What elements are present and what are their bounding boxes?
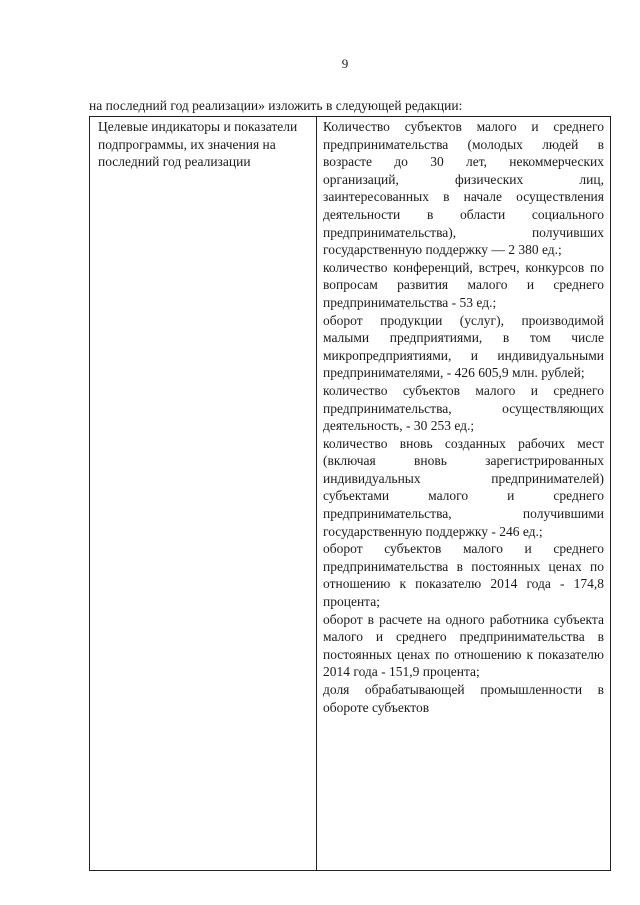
page-number: 9 bbox=[341, 56, 349, 71]
indicator-paragraph: оборот субъектов малого и среднего предпринимательства в постоянных ценах по отношению к показателю 2014 года - 174,8 процента; bbox=[323, 541, 604, 610]
indicator-paragraph: количество конференций, встреч, конкурсов по вопросам развития малого и среднего предпринимательства - 53 ед.; bbox=[323, 259, 604, 310]
indicator-paragraph: оборот продукции (услуг), производимой малыми предприятиями, в том числе микропредприятиями, и индивидуальными предпринимателями, - 426 605,9 млн. рублей; bbox=[323, 312, 604, 381]
indicator-paragraph: доля обрабатывающей промышленности в обороте субъектов bbox=[323, 682, 604, 715]
intro-text: на последний год реализации» изложить в следующей редакции: bbox=[89, 98, 463, 113]
indicator-paragraph: Количество субъектов малого и среднего предпринимательства (молодых людей в возрасте до 30 лет, некоммерческих организаций, физических лиц, заинтересованных в начале осуществления деятельности в области социального предпринимательства), получивших государственную поддержку — 2 380 ед.; bbox=[323, 119, 604, 258]
right-cell bbox=[317, 117, 611, 871]
indicator-paragraph: количество вновь созданных рабочих мест (включая вновь зарегистрированных индивидуальных предпринимателей) субъектами малого и среднего предпринимательства, получившими государственную поддержку - 246 ед.; bbox=[323, 435, 604, 539]
left-cell-text: Целевые индикаторы и показатели подпрограммы, их значения на последний год реализации bbox=[98, 119, 298, 170]
indicator-paragraph: оборот в расчете на одного работника субъекта малого и среднего предпринимательства в постоянных ценах по отношению к показателю 2014 года - 151,9 процента; bbox=[323, 611, 604, 680]
indicators-table bbox=[89, 116, 611, 871]
left-cell bbox=[90, 117, 317, 871]
table-row bbox=[90, 117, 611, 871]
indicator-paragraph: количество субъектов малого и среднего предпринимательства, осуществляющих деятельность, - 30 253 ед.; bbox=[323, 382, 604, 434]
